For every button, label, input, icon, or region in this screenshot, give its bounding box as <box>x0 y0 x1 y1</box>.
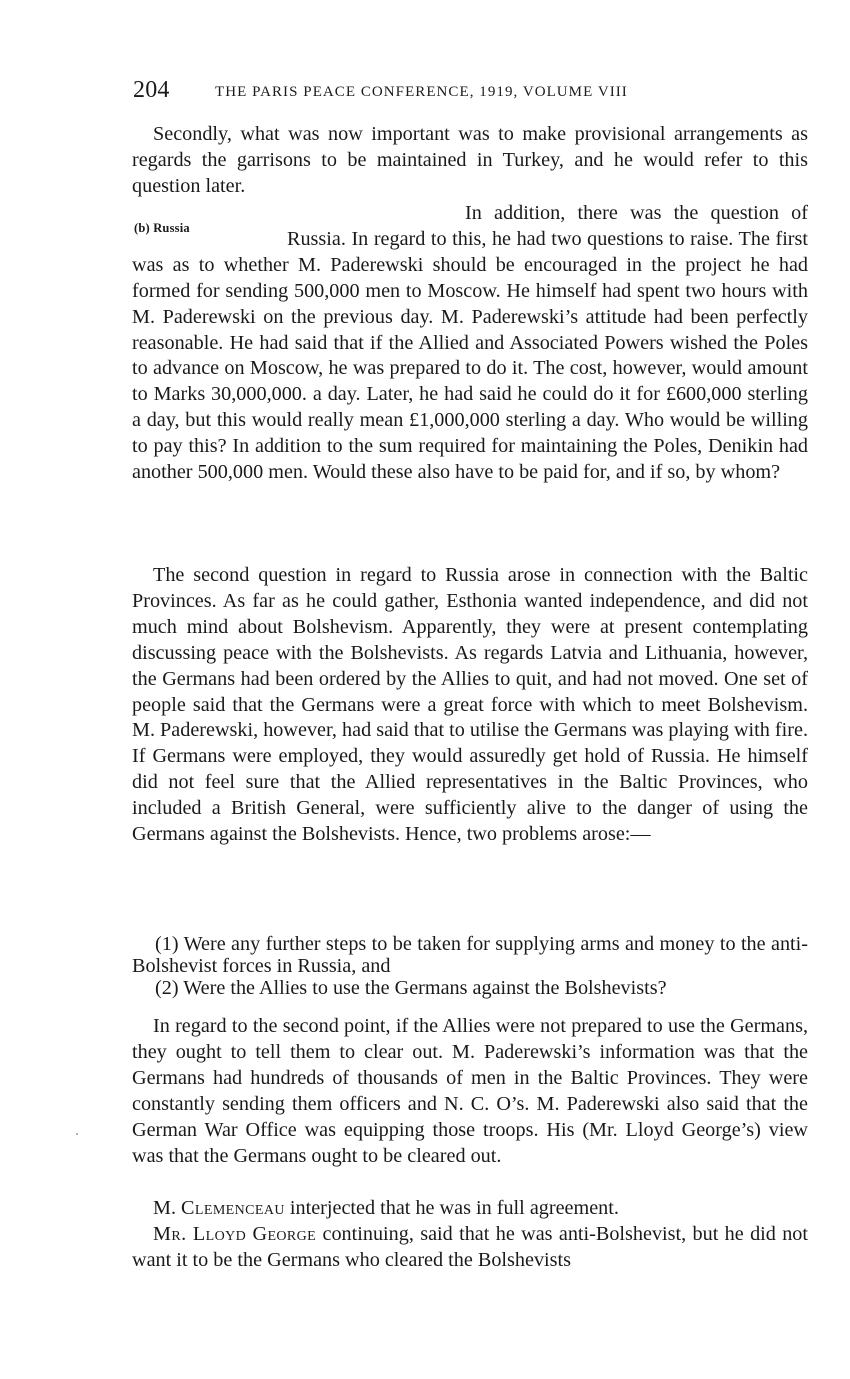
paragraph-russia-question <box>132 201 808 486</box>
speaker-first-name: Lloyd <box>192 1223 247 1245</box>
clemenceau-statement: interjected that he was in full agreement. <box>284 1197 619 1219</box>
paragraph-garrisons: Secondly, what was now important was to make provisional arrangements as regards the garrisons to be maintained in Turkey, and he would refer to this question later. <box>132 123 808 197</box>
paragraph-clemenceau <box>132 1196 808 1222</box>
speaker-name-clemenceau: Clemenceau <box>181 1197 285 1219</box>
marginal-note-russia: (b) Russia <box>134 221 190 235</box>
page-number: 204 <box>133 77 170 103</box>
list-item-germans-use: (2) Were the Allies to use the Germans against the Bolshevists? <box>155 977 667 999</box>
marginal-note-gap <box>132 201 287 227</box>
paragraph-lloyd-george <box>132 1222 808 1274</box>
paragraph-second-point: In regard to the second point, if the Allies were not prepared to use the Germans, they ought to tell them to clear out. M. Paderewski’s information was that the Germans had hundreds of thousands of men in the Baltic Provinces. They were constantly sending them officers and N. C. O’s. M. Paderewski also said that the German War Office was equipping those troops. His (Mr. Lloyd George’s) view was that the Germans ought to be cleared out. <box>132 1015 808 1167</box>
paragraph-baltic-provinces: The second question in regard to Russia arose in connection with the Baltic Provinces. As far as he could gather, Esthonia wanted independence, and did not much mind about Bolshevism. Apparently, they were at present contemplating discussing peace with the Bolshevists. As regards Latvia and Lithuania, however, the Germans had been ordered by the Allies to quit, and had not moved. One set of people said that the Germans were a great force with which to meet Bolshevism. M. Paderewski, however, had said that to utilise the Germans was playing with fire. If Germans were employed, they would assuredly get hold of Russia. He himself did not feel sure that the Allied representatives in the Baltic Provinces, who included a British General, were sufficiently alive to the danger of using the Germans against the Bolshevists. Hence, two problems arose:— <box>132 564 808 846</box>
running-title: THE PARIS PEACE CONFERENCE, 1919, VOLUME VIII <box>215 84 628 100</box>
running-header <box>133 76 809 106</box>
paragraph-russia-question-text: In addition, there was the question of Russia. In regard to this, he had two questions to raise. The first was as to whether M. Paderewski should be encouraged in the project he had formed for sending 500,000 men to Moscow. He himself had spent two hours with M. Paderewski on the previous day. M. Paderewski’s attitude had been perfectly reasonable. He had said that if the Allied and Associated Powers wished the Poles to advance on Moscow, he was prepared to do it. The cost, however, would amount to Marks 30,000,000. a day. Later, he had said he could do it for £600,000 sterling a day, but this would really mean £1,000,000 sterling a day. Who would be willing to pay this? In addition to the sum required for maintaining the Poles, Denikin had another 500,000 men. Would these also have to be paid for, and if so, by whom? <box>132 202 808 484</box>
list-item-arms-supply: (1) Were any further steps to be taken for supplying arms and money to the anti-Bolshevist forces in Russia, and <box>132 933 808 977</box>
scan-speck <box>76 1133 78 1135</box>
speaker-last-name: George <box>252 1223 317 1245</box>
lloyd-george-statement: continuing, said that he was anti-Bolshevist, but he did not want it to be the Germans who cleared the Bolshevists <box>132 1223 809 1271</box>
speaker-title: Mr. <box>153 1223 187 1245</box>
speaker-prefix: M. <box>153 1197 182 1219</box>
